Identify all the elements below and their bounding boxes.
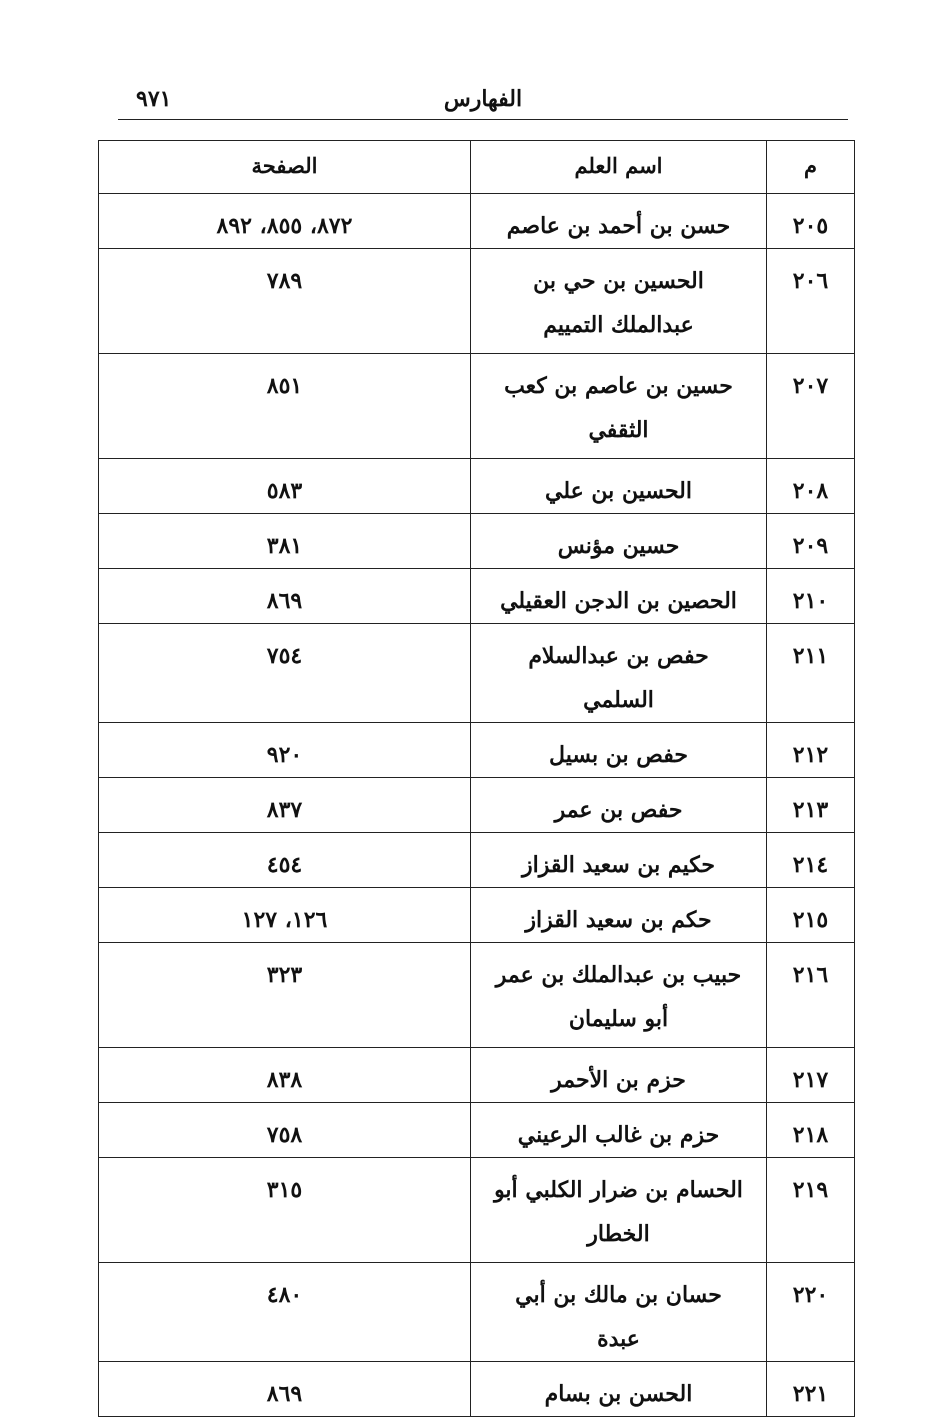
row-name: الحسن بن بسام [471,1362,767,1417]
row-name: الحسام بن ضرار الكلبي أبو الخطار [471,1158,767,1263]
row-pages: ٧٨٩ [99,249,471,354]
row-pages: ٨٦٩ [99,569,471,624]
row-number: ٢٠٦ [767,249,855,354]
row-number: ٢٢١ [767,1362,855,1417]
row-number: ٢١٩ [767,1158,855,1263]
row-pages: ٨٥١ [99,354,471,459]
row-number: ٢١١ [767,624,855,723]
row-pages: ٨٧٢، ٨٥٥، ٨٩٢ [99,194,471,249]
row-pages: ٣١٥ [99,1158,471,1263]
row-name: الحسين بن علي [471,459,767,514]
table-row [99,1362,855,1417]
row-name: حفص بن بسيل [471,723,767,778]
row-name: حكم بن سعيد القزاز [471,888,767,943]
running-head [118,82,848,116]
table-row [99,354,855,459]
row-number: ٢١٣ [767,778,855,833]
row-name: حبيب بن عبدالملك بن عمر أبو سليمان [471,943,767,1048]
table-row [99,1103,855,1158]
table-row [99,1048,855,1103]
row-number: ٢١٠ [767,569,855,624]
row-number: ٢٠٨ [767,459,855,514]
table-row [99,459,855,514]
table-row [99,569,855,624]
table-row [99,624,855,723]
header-rule [118,119,848,120]
row-name: حسان بن مالك بن أبي عبدة [471,1263,767,1362]
table-row [99,1263,855,1362]
names-index-table [98,140,855,1417]
row-name: الحسين بن حي بن عبدالملك التمييم [471,249,767,354]
table-row [99,514,855,569]
table-row [99,778,855,833]
row-name: حسين بن عاصم بن كعب الثقفي [471,354,767,459]
row-number: ٢٠٧ [767,354,855,459]
table-row [99,249,855,354]
header-number: م [767,141,855,194]
row-pages: ٤٨٠ [99,1263,471,1362]
header-pages: الصفحة [99,141,471,194]
table-row [99,194,855,249]
row-name: حفص بن عمر [471,778,767,833]
row-number: ٢٠٩ [767,514,855,569]
table-body [99,194,855,1417]
table-row [99,943,855,1048]
row-pages: ٤٥٤ [99,833,471,888]
row-number: ٢١٦ [767,943,855,1048]
row-number: ٢٢٠ [767,1263,855,1362]
row-pages: ٧٥٨ [99,1103,471,1158]
row-name: الحصين بن الدجن العقيلي [471,569,767,624]
page-number: ٩٧١ [136,86,172,112]
table-row [99,833,855,888]
table-row [99,723,855,778]
row-name: حفص بن عبدالسلام السلمي [471,624,767,723]
row-number: ٢١٧ [767,1048,855,1103]
row-number: ٢٠٥ [767,194,855,249]
running-head-title: الفهارس [443,86,523,112]
row-pages: ٨٦٩ [99,1362,471,1417]
row-name: حسين مؤنس [471,514,767,569]
row-number: ٢١٥ [767,888,855,943]
row-pages: ٨٣٧ [99,778,471,833]
row-name: حزم بن غالب الرعيني [471,1103,767,1158]
row-pages: ١٢٦، ١٢٧ [99,888,471,943]
row-pages: ٥٨٣ [99,459,471,514]
header-name: اسم العلم [471,141,767,194]
table-row [99,888,855,943]
row-pages: ٨٣٨ [99,1048,471,1103]
row-number: ٢١٤ [767,833,855,888]
row-name: حزم بن الأحمر [471,1048,767,1103]
row-pages: ٣٢٣ [99,943,471,1048]
row-name: حكيم بن سعيد القزاز [471,833,767,888]
row-number: ٢١٨ [767,1103,855,1158]
row-pages: ٣٨١ [99,514,471,569]
row-pages: ٧٥٤ [99,624,471,723]
row-number: ٢١٢ [767,723,855,778]
table-row [99,1158,855,1263]
table-header-row [99,141,855,194]
row-name: حسن بن أحمد بن عاصم [471,194,767,249]
row-pages: ٩٢٠ [99,723,471,778]
